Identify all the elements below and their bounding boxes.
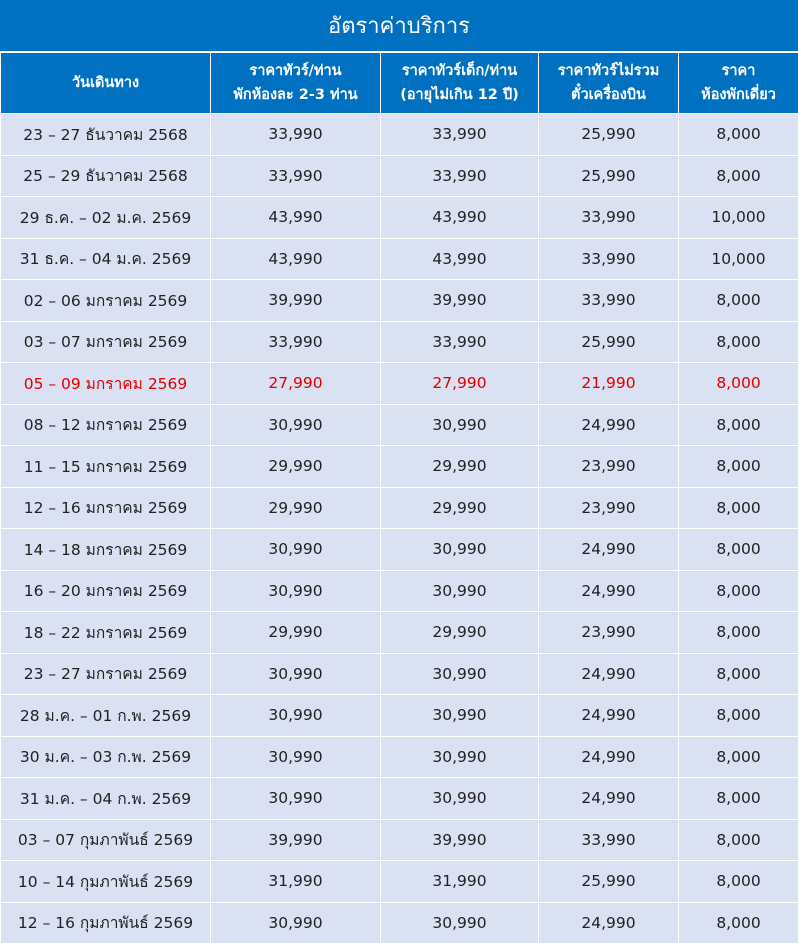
cell-single-room-price: 8,000 [679,861,798,903]
cell-adult-price: 27,990 [211,363,381,405]
table-row [1,902,798,944]
table-row [1,529,798,571]
cell-child-price: 30,990 [381,653,539,695]
cell-travel-date: 14 – 18 มกราคม 2569 [1,529,211,571]
table-row [1,280,798,322]
cell-child-price: 43,990 [381,197,539,239]
table-row [1,612,798,654]
table-body [1,114,798,944]
table-row [1,363,798,405]
cell-travel-date: 31 ธ.ค. – 04 ม.ค. 2569 [1,238,211,280]
cell-single-room-price: 8,000 [679,321,798,363]
cell-single-room-price: 8,000 [679,736,798,778]
cell-adult-price: 29,990 [211,487,381,529]
cell-single-room-price: 8,000 [679,280,798,322]
cell-adult-price: 33,990 [211,321,381,363]
cell-child-price: 30,990 [381,529,539,571]
cell-single-room-price: 10,000 [679,238,798,280]
table-row [1,155,798,197]
header-line: ราคาทัวร์เด็ก/ท่าน [401,63,518,79]
cell-adult-price: 43,990 [211,197,381,239]
cell-child-price: 30,990 [381,736,539,778]
cell-adult-price: 30,990 [211,902,381,944]
cell-single-room-price: 8,000 [679,695,798,737]
cell-travel-date: 31 ม.ค. – 04 ก.พ. 2569 [1,778,211,820]
header-row [1,53,798,114]
cell-no-flight-price: 24,990 [539,653,679,695]
table-row [1,238,798,280]
header-line: ราคาทัวร์ไม่รวม [557,63,660,79]
cell-no-flight-price: 25,990 [539,114,679,156]
header-line: วันเดินทาง [71,75,140,91]
cell-travel-date: 23 – 27 ธันวาคม 2568 [1,114,211,156]
header-line: ตั๋วเครื่องบิน [571,87,646,103]
table-row [1,736,798,778]
table-title: อัตราค่าบริการ [0,0,798,52]
cell-no-flight-price: 33,990 [539,819,679,861]
cell-single-room-price: 8,000 [679,612,798,654]
header-child-price [381,53,539,114]
cell-adult-price: 29,990 [211,612,381,654]
header-travel-date [1,53,211,114]
cell-no-flight-price: 24,990 [539,404,679,446]
cell-travel-date: 02 – 06 มกราคม 2569 [1,280,211,322]
cell-child-price: 30,990 [381,902,539,944]
cell-child-price: 33,990 [381,114,539,156]
table-row [1,653,798,695]
cell-child-price: 27,990 [381,363,539,405]
table-row [1,114,798,156]
cell-no-flight-price: 24,990 [539,570,679,612]
header-line: ราคาทัวร์/ท่าน [249,63,342,79]
cell-travel-date: 10 – 14 กุมภาพันธ์ 2569 [1,861,211,903]
cell-child-price: 30,990 [381,778,539,820]
cell-no-flight-price: 23,990 [539,446,679,488]
cell-adult-price: 30,990 [211,570,381,612]
cell-no-flight-price: 33,990 [539,197,679,239]
price-table [0,52,798,944]
table-row [1,487,798,529]
cell-no-flight-price: 25,990 [539,155,679,197]
cell-single-room-price: 8,000 [679,570,798,612]
cell-child-price: 29,990 [381,446,539,488]
cell-single-room-price: 8,000 [679,653,798,695]
cell-single-room-price: 8,000 [679,819,798,861]
cell-no-flight-price: 24,990 [539,778,679,820]
cell-adult-price: 30,990 [211,529,381,571]
cell-single-room-price: 8,000 [679,487,798,529]
cell-single-room-price: 8,000 [679,114,798,156]
cell-single-room-price: 8,000 [679,778,798,820]
cell-single-room-price: 8,000 [679,404,798,446]
cell-no-flight-price: 33,990 [539,238,679,280]
cell-travel-date: 18 – 22 มกราคม 2569 [1,612,211,654]
table-row [1,197,798,239]
table-row [1,819,798,861]
cell-single-room-price: 8,000 [679,363,798,405]
cell-adult-price: 31,990 [211,861,381,903]
cell-adult-price: 33,990 [211,155,381,197]
cell-child-price: 29,990 [381,487,539,529]
cell-no-flight-price: 24,990 [539,695,679,737]
table-row [1,570,798,612]
cell-travel-date: 23 – 27 มกราคม 2569 [1,653,211,695]
cell-no-flight-price: 25,990 [539,861,679,903]
cell-travel-date: 28 ม.ค. – 01 ก.พ. 2569 [1,695,211,737]
cell-adult-price: 29,990 [211,446,381,488]
table-row [1,321,798,363]
cell-child-price: 33,990 [381,321,539,363]
cell-no-flight-price: 24,990 [539,902,679,944]
header-line: พักห้องละ 2-3 ท่าน [233,87,358,103]
cell-adult-price: 30,990 [211,736,381,778]
cell-travel-date: 30 ม.ค. – 03 ก.พ. 2569 [1,736,211,778]
cell-travel-date: 29 ธ.ค. – 02 ม.ค. 2569 [1,197,211,239]
cell-travel-date: 05 – 09 มกราคม 2569 [1,363,211,405]
cell-no-flight-price: 24,990 [539,529,679,571]
cell-adult-price: 30,990 [211,695,381,737]
cell-single-room-price: 8,000 [679,902,798,944]
cell-travel-date: 11 – 15 มกราคม 2569 [1,446,211,488]
cell-single-room-price: 8,000 [679,529,798,571]
cell-no-flight-price: 23,990 [539,487,679,529]
cell-child-price: 39,990 [381,280,539,322]
cell-single-room-price: 10,000 [679,197,798,239]
cell-child-price: 33,990 [381,155,539,197]
cell-child-price: 30,990 [381,570,539,612]
cell-travel-date: 12 – 16 มกราคม 2569 [1,487,211,529]
cell-adult-price: 30,990 [211,653,381,695]
table-row [1,695,798,737]
cell-no-flight-price: 24,990 [539,736,679,778]
cell-travel-date: 08 – 12 มกราคม 2569 [1,404,211,446]
cell-adult-price: 39,990 [211,819,381,861]
cell-single-room-price: 8,000 [679,155,798,197]
cell-adult-price: 30,990 [211,778,381,820]
cell-no-flight-price: 21,990 [539,363,679,405]
table-row [1,446,798,488]
cell-travel-date: 03 – 07 กุมภาพันธ์ 2569 [1,819,211,861]
cell-child-price: 30,990 [381,695,539,737]
header-line: (อายุไม่เกิน 12 ปี) [400,87,519,103]
cell-travel-date: 16 – 20 มกราคม 2569 [1,570,211,612]
cell-child-price: 43,990 [381,238,539,280]
cell-adult-price: 30,990 [211,404,381,446]
cell-no-flight-price: 25,990 [539,321,679,363]
cell-child-price: 29,990 [381,612,539,654]
cell-travel-date: 03 – 07 มกราคม 2569 [1,321,211,363]
cell-child-price: 30,990 [381,404,539,446]
table-row [1,861,798,903]
cell-no-flight-price: 23,990 [539,612,679,654]
header-line: ราคา [721,63,756,79]
cell-adult-price: 33,990 [211,114,381,156]
table-row [1,778,798,820]
cell-travel-date: 25 – 29 ธันวาคม 2568 [1,155,211,197]
table-row [1,404,798,446]
cell-child-price: 39,990 [381,819,539,861]
header-no-flight-price [539,53,679,114]
cell-single-room-price: 8,000 [679,446,798,488]
cell-travel-date: 12 – 16 กุมภาพันธ์ 2569 [1,902,211,944]
cell-child-price: 31,990 [381,861,539,903]
header-line: ห้องพักเดี่ยว [701,87,776,103]
cell-adult-price: 39,990 [211,280,381,322]
header-single-room-price [679,53,798,114]
cell-adult-price: 43,990 [211,238,381,280]
cell-no-flight-price: 33,990 [539,280,679,322]
header-adult-price [211,53,381,114]
